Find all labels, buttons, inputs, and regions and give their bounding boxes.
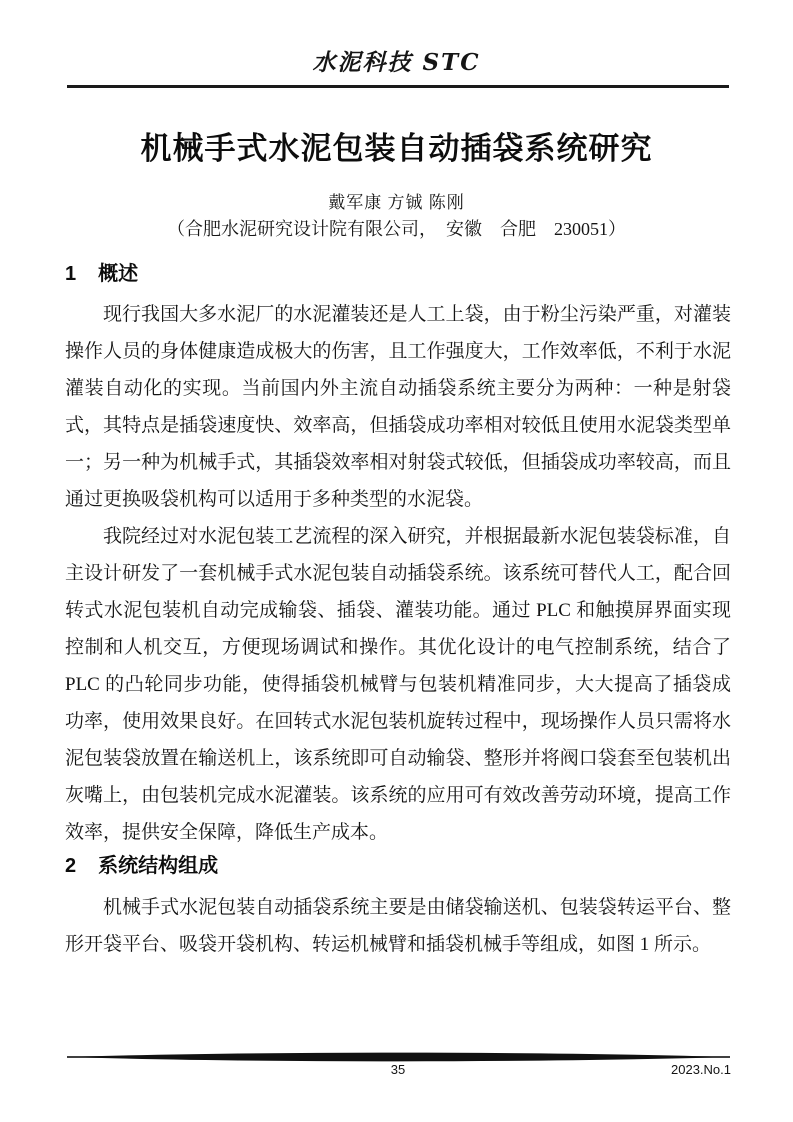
authors-line: 戴军康 方铖 陈刚	[328, 193, 465, 212]
header-rule	[67, 85, 729, 88]
body-paragraph: 现行我国大多水泥厂的水泥灌装还是人工上袋，由于粉尘污染严重，对灌装操作人员的身体健康造成极大的伤害，且工作强度大，工作效率低，不利于水泥灌装自动化的实现。当前国内外主流自动插袋系统主要分为两种：一种是射袋式，其特点是插袋速度快、效率高，但插袋成功率相对较低且使用水泥袋类型单一；另一种为机械手式，其插袋效率相对射袋式较低，但插袋成功率较高，而且通过更换吸袋机构可以适用于多种类型的水泥袋。	[65, 304, 731, 510]
issue-label: 2023.No.1	[671, 1062, 731, 1077]
section-1-heading	[65, 259, 731, 289]
body-paragraph: 机械手式水泥包装自动插袋系统主要是由储袋输送机、包装袋转运平台、整形开袋平台、吸袋开袋机构、转运机械臂和插袋机械手等组成，如图 1 所示。	[65, 897, 731, 955]
article-title: 机械手式水泥包装自动插袋系统研究	[140, 131, 653, 166]
footer-row	[65, 1060, 731, 1080]
journal-masthead: 水泥科技 STC	[312, 49, 481, 76]
body-paragraph: 我院经过对水泥包装工艺流程的深入研究，并根据最新水泥包装袋标准，自主设计研发了一套机械手式水泥包装自动插袋系统。该系统可替代人工，配合回转式水泥包装机自动完成输袋、插袋、灌装功能。通过 PLC 和触摸屏界面实现控制和人机交互，方便现场调试和操作。其优化设计的电气控制系统，结合了 PLC 的凸轮同步功能，使得插袋机械臂与包装机精准同步，大大提高了插袋成功率，使用效果良好。在回转式水泥包装机旋转过程中，现场操作人员只需将水泥包装袋放置在输送机上，该系统即可自动输袋、整形并将阀口袋套至包装机出灰嘴上，由包装机完成水泥灌装。该系统的应用可有效改善劳动环境，提高工作效率，提供安全保障，降低生产成本。	[65, 526, 731, 843]
page-number: 35	[390, 1062, 406, 1077]
affiliation-line: （合肥水泥研究设计院有限公司， 安徽 合肥 230051）	[167, 219, 626, 239]
section-1-title: 概述	[98, 263, 139, 285]
section-2-heading	[65, 851, 731, 881]
section-2-body	[65, 889, 731, 963]
section-1-body	[65, 296, 731, 851]
section-1-number: 1	[65, 263, 77, 285]
section-2-title: 系统结构组成	[98, 855, 219, 877]
section-2-number: 2	[65, 855, 77, 877]
